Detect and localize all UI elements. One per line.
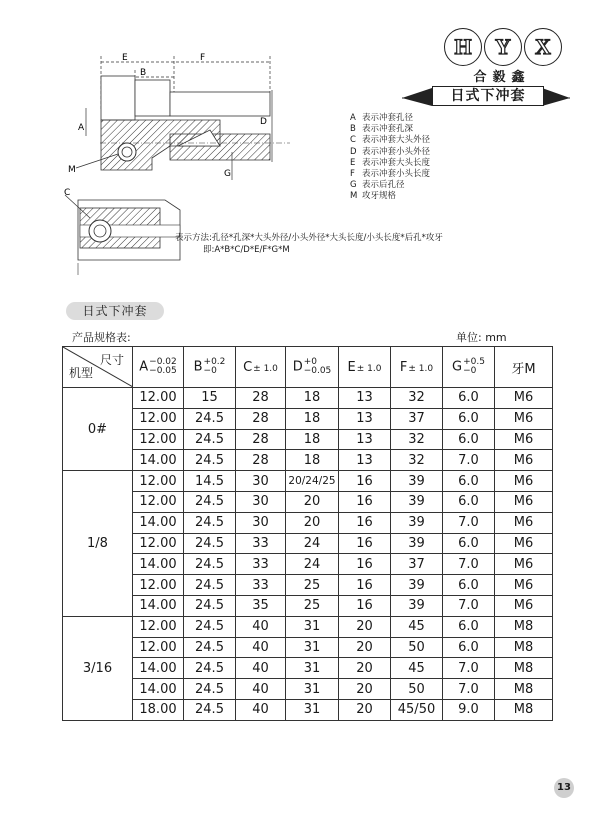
table-cell: 12.00 (133, 575, 184, 596)
table-cell: M6 (495, 512, 553, 533)
table-cell: 13 (339, 408, 391, 429)
page-number: 13 (554, 778, 574, 798)
table-cell: 6.0 (443, 491, 495, 512)
logo-letter-x: X (524, 28, 562, 66)
table-cell: 20 (339, 637, 391, 658)
table-cell: 6.0 (443, 429, 495, 450)
header-a: A −0.02 −0.05 (133, 347, 184, 388)
table-cell: 24.5 (184, 491, 236, 512)
table-header-row (63, 347, 553, 388)
table-row (63, 429, 553, 450)
dim-label-e: E (122, 53, 128, 63)
table-cell: 24.5 (184, 512, 236, 533)
table-cell: 32 (391, 450, 443, 471)
table-cell: 13 (339, 388, 391, 409)
table-cell: 12.00 (133, 491, 184, 512)
table-cell: 14.00 (133, 595, 184, 616)
table-cell: 24.5 (184, 679, 236, 700)
table-cell: 40 (236, 658, 286, 679)
table-cell: 39 (391, 575, 443, 596)
table-cell: 6.0 (443, 637, 495, 658)
table-cell: 12.00 (133, 408, 184, 429)
table-cell: 7.0 (443, 595, 495, 616)
table-cell: 30 (236, 512, 286, 533)
table-cell: 39 (391, 595, 443, 616)
table-cell: 20 (339, 699, 391, 720)
table-cell: M6 (495, 575, 553, 596)
table-cell: M8 (495, 637, 553, 658)
table-cell: 18 (286, 450, 339, 471)
dim-label-g: G (224, 169, 231, 179)
table-cell: M6 (495, 491, 553, 512)
table-cell: 35 (236, 595, 286, 616)
dim-label-m: M (68, 165, 76, 175)
table-cell: 37 (391, 408, 443, 429)
table-cell: 24.5 (184, 637, 236, 658)
table-cell: M6 (495, 595, 553, 616)
table-cell: 14.00 (133, 554, 184, 575)
table-cell: M8 (495, 679, 553, 700)
table-cell: 7.0 (443, 658, 495, 679)
title-banner (402, 80, 570, 110)
table-row (63, 616, 553, 637)
table-cell: 28 (236, 450, 286, 471)
dim-label-b: B (140, 68, 147, 78)
unit-label: 单位: mm (456, 331, 507, 344)
table-row (63, 471, 553, 492)
table-cell: 32 (391, 429, 443, 450)
table-cell: 20 (286, 512, 339, 533)
legend-item: F 表示冲套小头长度 (350, 169, 431, 180)
table-cell: 13 (339, 429, 391, 450)
model-cell: 3/16 (63, 616, 133, 720)
table-cell: 16 (339, 533, 391, 554)
dim-label-a: A (78, 123, 85, 133)
table-cell: 33 (236, 533, 286, 554)
table-cell: 24 (286, 554, 339, 575)
table-cell: 20 (339, 658, 391, 679)
table-cell: M6 (495, 471, 553, 492)
table-cell: 16 (339, 595, 391, 616)
table-cell: 24.5 (184, 658, 236, 679)
table-cell: 9.0 (443, 699, 495, 720)
table-cell: 13 (339, 450, 391, 471)
table-cell: 12.00 (133, 616, 184, 637)
notation-line-2: 即:A*B*C/D*E/F*G*M (203, 245, 290, 255)
legend-item: G 表示后孔径 (350, 180, 405, 191)
table-cell: 16 (339, 575, 391, 596)
table-cell: 14.00 (133, 512, 184, 533)
table-row (63, 388, 553, 409)
header-e: E± 1.0 (339, 347, 391, 388)
table-cell: 7.0 (443, 554, 495, 575)
dim-label-c: C (64, 188, 71, 198)
page-title: 日式下冲套 (432, 86, 544, 106)
table-cell: 12.00 (133, 429, 184, 450)
table-cell: 40 (236, 616, 286, 637)
table-row (63, 408, 553, 429)
table-cell: 16 (339, 512, 391, 533)
table-cell: M6 (495, 554, 553, 575)
table-row (63, 554, 553, 575)
legend-item: M 攻牙规格 (350, 191, 397, 202)
table-cell: 45 (391, 658, 443, 679)
table-cell: 45/50 (391, 699, 443, 720)
table-cell: 12.00 (133, 388, 184, 409)
logo-letter-y: Y (484, 28, 522, 66)
table-cell: 20 (339, 679, 391, 700)
table-cell: 31 (286, 658, 339, 679)
table-cell: M6 (495, 450, 553, 471)
table-cell: 7.0 (443, 512, 495, 533)
company-name: 合毅鑫 (473, 70, 531, 85)
table-cell: 6.0 (443, 575, 495, 596)
table-cell: 12.00 (133, 637, 184, 658)
header-c: C± 1.0 (236, 347, 286, 388)
table-cell: 15 (184, 388, 236, 409)
table-cell: 50 (391, 679, 443, 700)
table-cell: 45 (391, 616, 443, 637)
spec-table-label: 产品规格表: (72, 331, 131, 344)
spec-table (62, 346, 553, 721)
table-cell: 18 (286, 429, 339, 450)
table-cell: 33 (236, 554, 286, 575)
table-cell: 24.5 (184, 533, 236, 554)
table-cell: 12.00 (133, 533, 184, 554)
legend-item: D 表示冲套小头外径 (350, 146, 431, 157)
legend-item: B 表示冲套孔深 (350, 124, 414, 135)
header-m: 牙M (495, 347, 553, 388)
model-cell: 1/8 (63, 471, 133, 617)
table-cell: 28 (236, 408, 286, 429)
table-cell: 40 (236, 637, 286, 658)
table-cell: 40 (236, 679, 286, 700)
table-cell: 20/24/25 (286, 471, 339, 492)
table-cell: 24.5 (184, 429, 236, 450)
table-cell: 30 (236, 471, 286, 492)
table-cell: 28 (236, 388, 286, 409)
table-cell: 31 (286, 679, 339, 700)
table-cell: 14.00 (133, 658, 184, 679)
table-cell: 24.5 (184, 450, 236, 471)
table-cell: 24.5 (184, 408, 236, 429)
header-d: D +0 −0.05 (286, 347, 339, 388)
table-cell: 7.0 (443, 450, 495, 471)
table-cell: 7.0 (443, 679, 495, 700)
table-row (63, 679, 553, 700)
table-cell: 50 (391, 637, 443, 658)
table-cell: 30 (236, 491, 286, 512)
table-cell: 32 (391, 388, 443, 409)
table-cell: 39 (391, 491, 443, 512)
header-b: B +0.2 −0 (184, 347, 236, 388)
table-cell: 6.0 (443, 408, 495, 429)
notation-method (175, 232, 443, 256)
logo-letter-h: H (444, 28, 482, 66)
table-row (63, 450, 553, 471)
table-cell: 24.5 (184, 575, 236, 596)
table-row (63, 575, 553, 596)
table-row (63, 512, 553, 533)
table-cell: 31 (286, 637, 339, 658)
table-cell: M8 (495, 658, 553, 679)
table-cell: 20 (286, 491, 339, 512)
header-model-label: 机型 (69, 366, 94, 380)
table-cell: 31 (286, 616, 339, 637)
legend-item: C 表示冲套大头外径 (350, 135, 431, 146)
table-cell: 14.5 (184, 471, 236, 492)
table-cell: 18 (286, 408, 339, 429)
legend-list (350, 113, 430, 203)
table-cell: 12.00 (133, 471, 184, 492)
dim-label-f: F (200, 53, 206, 63)
model-cell: 0# (63, 388, 133, 471)
legend-item: E 表示冲套大头长度 (350, 157, 431, 168)
table-row (63, 491, 553, 512)
table-cell: 39 (391, 512, 443, 533)
table-cell: 24 (286, 533, 339, 554)
table-row (63, 533, 553, 554)
table-cell: 24.5 (184, 595, 236, 616)
header-size-label: 尺寸 (99, 353, 124, 367)
table-cell: 24.5 (184, 699, 236, 720)
table-cell: 6.0 (443, 388, 495, 409)
table-cell: 6.0 (443, 471, 495, 492)
table-cell: 28 (236, 429, 286, 450)
table-cell: 18 (286, 388, 339, 409)
table-cell: 25 (286, 575, 339, 596)
table-cell: 6.0 (443, 533, 495, 554)
table-cell: 39 (391, 471, 443, 492)
table-cell: 37 (391, 554, 443, 575)
dim-label-d: D (260, 117, 267, 127)
table-cell: M6 (495, 429, 553, 450)
table-cell: M6 (495, 533, 553, 554)
table-cell: 25 (286, 595, 339, 616)
table-cell: 14.00 (133, 450, 184, 471)
table-cell: M6 (495, 408, 553, 429)
table-cell: 40 (236, 699, 286, 720)
header-g: G +0.5 −0 (443, 347, 495, 388)
table-row (63, 595, 553, 616)
table-cell: M8 (495, 699, 553, 720)
table-cell: M8 (495, 616, 553, 637)
legend-item: A 表示冲套孔径 (350, 113, 414, 123)
table-row (63, 658, 553, 679)
table-cell: 33 (236, 575, 286, 596)
table-cell: 24.5 (184, 616, 236, 637)
table-cell: 16 (339, 471, 391, 492)
table-cell: 16 (339, 554, 391, 575)
table-cell: 16 (339, 491, 391, 512)
table-row (63, 637, 553, 658)
table-cell: 39 (391, 533, 443, 554)
table-cell: 14.00 (133, 679, 184, 700)
table-cell: 6.0 (443, 616, 495, 637)
table-row (63, 699, 553, 720)
table-cell: 31 (286, 699, 339, 720)
table-cell: M6 (495, 388, 553, 409)
notation-line-1: 表示方法:孔径*孔深*大头外径/小头外径*大头长度/小头长度*后孔*攻牙 (175, 233, 443, 243)
table-cell: 24.5 (184, 554, 236, 575)
section-title: 日式下冲套 (66, 302, 164, 320)
table-cell: 20 (339, 616, 391, 637)
header-f: F± 1.0 (391, 347, 443, 388)
header-diagonal-cell (63, 347, 133, 388)
table-cell: 18.00 (133, 699, 184, 720)
